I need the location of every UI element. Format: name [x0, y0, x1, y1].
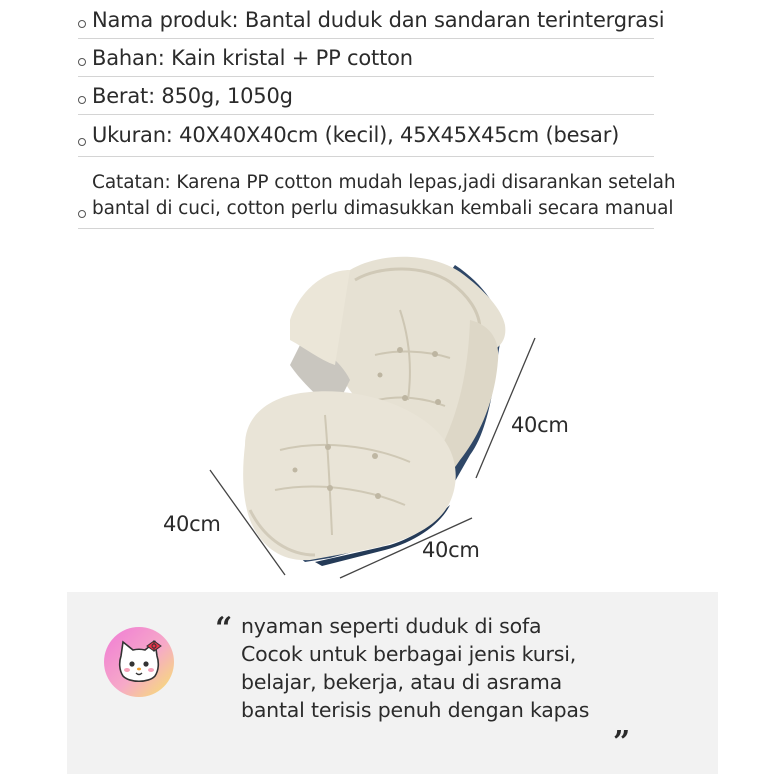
review-line-2: Cocok untuk berbagai jenis kursi,: [241, 642, 577, 666]
dimension-right-label: 40cm: [511, 413, 569, 437]
dimension-bottom-label: 40cm: [422, 538, 480, 562]
spec-row-note: [78, 162, 676, 229]
bullet-icon: [78, 20, 86, 28]
spec-name: Nama produk: Bantal duduk dan sandaran terintergrasi: [92, 8, 665, 32]
spec-material: Bahan: Kain kristal + PP cotton: [92, 46, 413, 70]
dimension-left-label: 40cm: [163, 512, 221, 536]
open-quote-icon: “: [215, 611, 233, 646]
review-line-1: nyaman seperti duduk di sofa: [241, 614, 542, 638]
bullet-icon: [78, 138, 86, 146]
spec-row-material: [78, 40, 654, 77]
note-line-1: Catatan: Karena PP cotton mudah lepas,jadi disarankan setelah: [92, 172, 676, 193]
note-line-2: bantal di cuci, cotton perlu dimasukkan kembali secara manual: [92, 198, 674, 219]
review-line-3: belajar, bekerja, atau di asrama: [241, 670, 562, 694]
spec-size: Ukuran: 40X40X40cm (kecil), 45X45X45cm (besar): [92, 123, 620, 147]
spec-row-weight: [78, 78, 654, 115]
spec-row-name: [78, 2, 665, 39]
spec-row-size: [78, 116, 654, 157]
avatar: [103, 626, 175, 698]
close-quote-icon: ”: [613, 725, 631, 760]
bullet-icon: [78, 210, 86, 218]
bullet-icon: [78, 58, 86, 66]
bullet-icon: [78, 96, 86, 104]
review-line-4: bantal terisis penuh dengan kapas: [241, 698, 590, 722]
spec-weight: Berat: 850g, 1050g: [92, 84, 293, 108]
review-box: [67, 592, 718, 774]
